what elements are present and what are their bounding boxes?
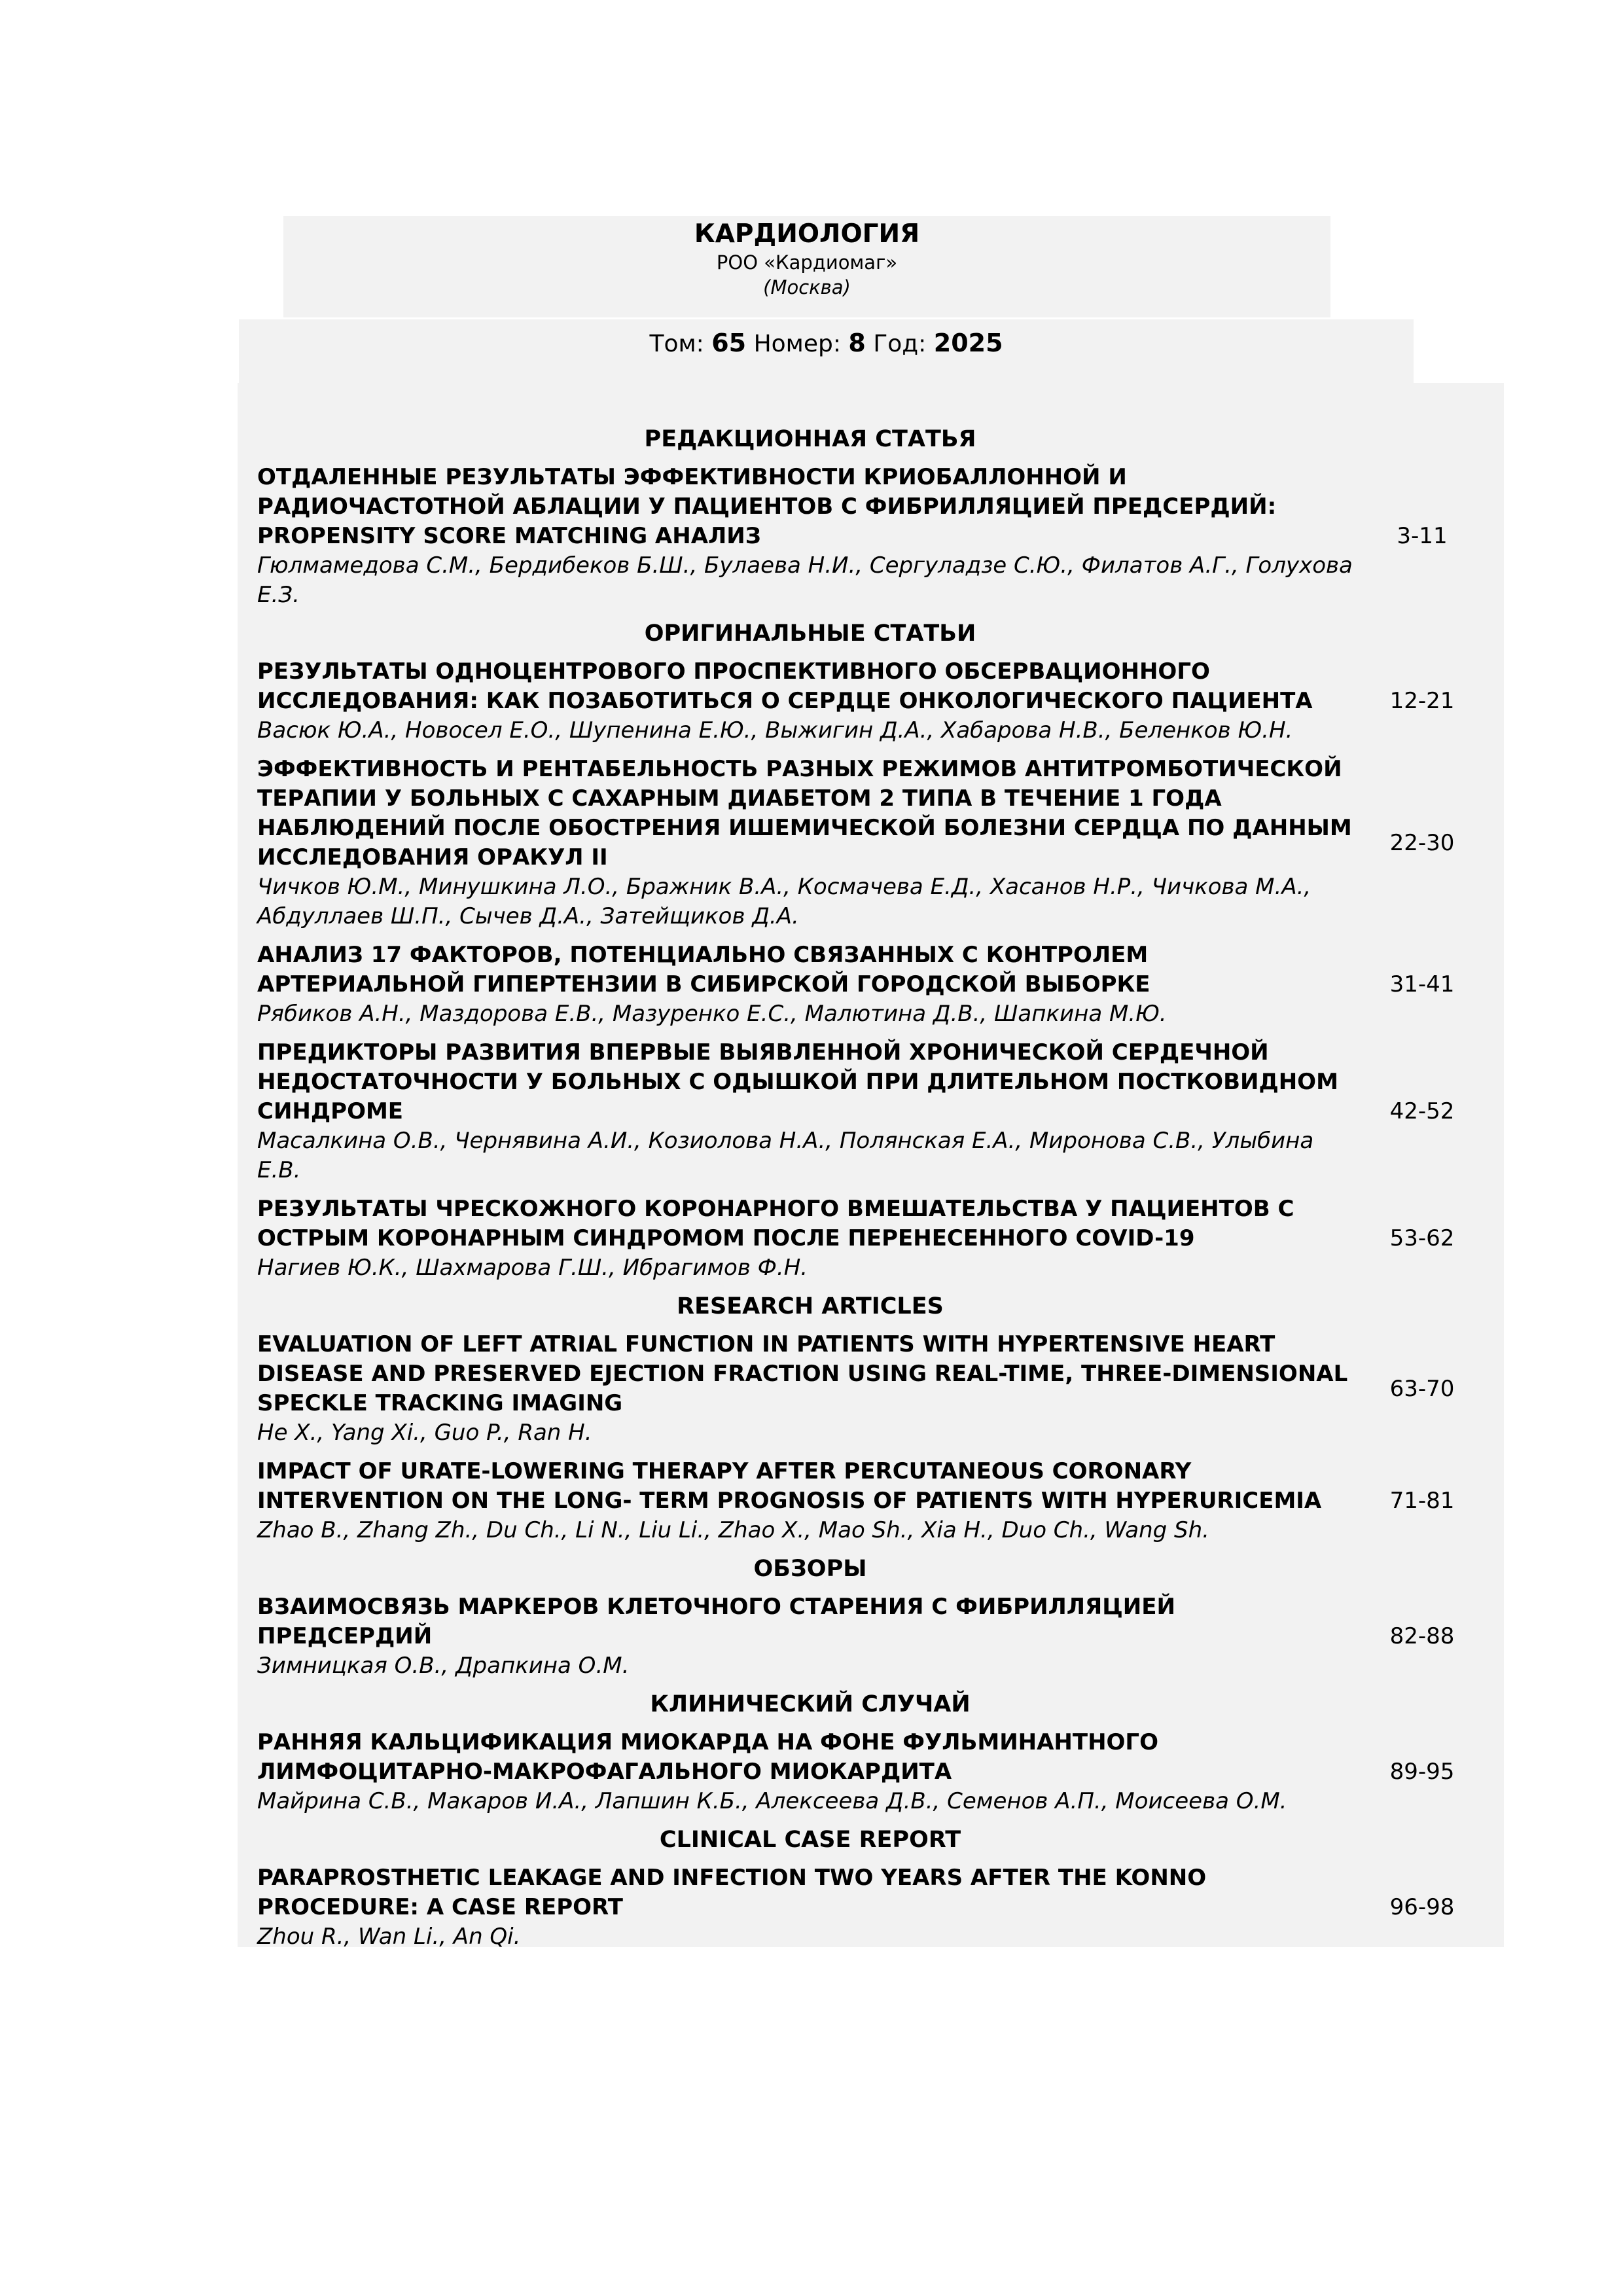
section-heading: КЛИНИЧЕСКИЙ СЛУЧАЙ (650, 1691, 971, 1717)
number-value: 8 (848, 329, 866, 357)
article-text (257, 657, 1357, 745)
article-entry[interactable] (257, 941, 1494, 1029)
article-title[interactable]: РЕЗУЛЬТАТЫ ОДНОЦЕНТРОВОГО ПРОСПЕКТИВНОГО ОБСЕРВАЦИОННОГО ИССЛЕДОВАНИЯ: КАК ПОЗАБОТИТЬСЯ О СЕРДЦЕ ОНКОЛОГИЧЕСКОГО ПАЦИЕНТА (257, 658, 1313, 714)
article-title[interactable]: ОТДАЛЕННЫЕ РЕЗУЛЬТАТЫ ЭФФЕКТИВНОСТИ КРИОБАЛЛОННОЙ И РАДИОЧАСТОТНОЙ АБЛАЦИИ У ПАЦИЕНТОВ С ФИБРИЛЛЯЦИЕЙ ПРЕДСЕРДИЙ: PROPENSITY SCORE MATCHING АНАЛИЗ (257, 464, 1277, 549)
article-title[interactable]: IMPACT OF URATE-LOWERING THERAPY AFTER PERCUTANEOUS CORONARY INTERVENTION ON THE LONG- TERM PROGNOSIS OF PATIENTS WITH HYPERURICEMIA (257, 1458, 1322, 1514)
volume-value: 65 (711, 329, 747, 357)
number-label: Номер: (753, 331, 841, 357)
section-heading: РЕДАКЦИОННАЯ СТАТЬЯ (644, 426, 976, 452)
article-authors: Майрина С.В., Макаров И.А., Лапшин К.Б., Алексеева Д.В., Семенов А.П., Моисеева О.М. (257, 1788, 1287, 1814)
article-pages: 22-30 (1389, 829, 1455, 856)
article-text (257, 1457, 1357, 1545)
article-pages: 31-41 (1389, 971, 1455, 997)
article-title[interactable]: РЕЗУЛЬТАТЫ ЧРЕСКОЖНОГО КОРОНАРНОГО ВМЕШАТЕЛЬСТВА У ПАЦИЕНТОВ С ОСТРЫМ КОРОНАРНЫМ СИНДРОМОМ ПОСЛЕ ПЕРЕНЕСЕННОГО COVID-19 (257, 1196, 1294, 1251)
article-authors: Чичков Ю.М., Минушкина Л.О., Бражник В.А., Космачева Е.Д., Хасанов Н.Р., Чичкова М.А., Абдуллаев Ш.П., Сычев Д.А., Затейщиков Д.А. (257, 874, 1311, 929)
article-authors: He X., Yang Xi., Guo P., Ran H. (257, 1420, 592, 1446)
year-label: Год: (873, 331, 927, 357)
article-pages: 3-11 (1397, 523, 1448, 549)
year-value: 2025 (933, 329, 1003, 357)
article-pages: 82-88 (1389, 1623, 1455, 1649)
article-text (257, 1863, 1357, 1952)
article-authors: Zhao B., Zhang Zh., Du Ch., Li N., Liu Li., Zhao X., Mao Sh., Xia H., Duo Ch., Wang Sh. (257, 1517, 1209, 1543)
article-title[interactable]: РАННЯЯ КАЛЬЦИФИКАЦИЯ МИОКАРДА НА ФОНЕ ФУЛЬМИНАНТНОГО ЛИМФОЦИТАРНО-МАКРОФАГАЛЬНОГО МИОКАРДИТА (257, 1729, 1158, 1785)
article-authors: Рябиков А.Н., Маздорова Е.В., Мазуренко Е.С., Малютина Д.В., Шапкина М.Ю. (257, 1001, 1167, 1027)
article-title[interactable]: ЭФФЕКТИВНОСТЬ И РЕНТАБЕЛЬНОСТЬ РАЗНЫХ РЕЖИМОВ АНТИТРОМБОТИЧЕСКОЙ ТЕРАПИИ У БОЛЬНЫХ С САХАРНЫМ ДИАБЕТОМ 2 ТИПА В ТЕЧЕНИЕ 1 ГОДА НАБЛЮДЕНИЙ ПОСЛЕ ОБОСТРЕНИЯ ИШЕМИЧЕСКОЙ БОЛЕЗНИ СЕРДЦА ПО ДАННЫМ ИССЛЕДОВАНИЯ ОРАКУЛ II (257, 756, 1352, 870)
article-text (257, 1330, 1357, 1448)
article-text (257, 463, 1357, 610)
article-text (257, 1038, 1357, 1185)
article-authors: Зимницкая О.В., Драпкина О.М. (257, 1653, 630, 1679)
article-pages: 63-70 (1389, 1375, 1455, 1402)
table-of-contents (238, 383, 1504, 1950)
article-pages: 89-95 (1389, 1759, 1455, 1785)
article-pages: 53-62 (1389, 1225, 1455, 1251)
article-entry[interactable] (257, 1194, 1494, 1283)
volume-label: Том: (649, 331, 704, 357)
article-text (257, 1194, 1357, 1283)
article-entry[interactable] (257, 657, 1494, 745)
article-authors: Васюк Ю.А., Новосел Е.О., Шупенина Е.Ю., Выжигин Д.А., Хабарова Н.В., Беленков Ю.Н. (257, 717, 1293, 744)
article-authors: Масалкина О.В., Чернявина А.И., Козиолова Н.А., Полянская Е.А., Миронова С.В., Улыбина Е.В. (257, 1128, 1314, 1183)
article-authors: Нагиев Ю.К., Шахмарова Г.Ш., Ибрагимов Ф.Н. (257, 1255, 808, 1281)
article-authors: Zhou R., Wan Li., An Qi. (257, 1924, 521, 1950)
toc-list (257, 422, 1494, 1961)
article-entry[interactable] (257, 463, 1494, 610)
article-text (257, 1728, 1357, 1816)
section-heading: ОРИГИНАЛЬНЫЕ СТАТЬИ (644, 620, 976, 647)
article-authors: Гюлмамедова С.М., Бердибеков Б.Ш., Булаева Н.И., Сергуладзе С.Ю., Филатов А.Г., Голухова Е.З. (257, 552, 1353, 608)
article-entry[interactable] (257, 1457, 1494, 1545)
article-pages: 71-81 (1389, 1488, 1455, 1514)
article-text (257, 755, 1357, 931)
section-heading: ОБЗОРЫ (753, 1556, 867, 1582)
article-entry[interactable] (257, 1728, 1494, 1816)
article-entry[interactable] (257, 1863, 1494, 1952)
article-entry[interactable] (257, 1592, 1494, 1681)
issue-line (239, 327, 1414, 360)
section-heading: CLINICAL CASE REPORT (659, 1827, 961, 1853)
article-title[interactable]: PARAPROSTHETIC LEAKAGE AND INFECTION TWO YEARS AFTER THE KONNO PROCEDURE: A CASE REPORT (257, 1865, 1207, 1920)
section-heading: RESEARCH ARTICLES (677, 1293, 944, 1319)
article-title[interactable]: ВЗАИМОСВЯЗЬ МАРКЕРОВ КЛЕТОЧНОГО СТАРЕНИЯ С ФИБРИЛЛЯЦИЕЙ ПРЕДСЕРДИЙ (257, 1594, 1175, 1649)
journal-header (283, 216, 1330, 317)
article-text (257, 941, 1357, 1029)
journal-title: КАРДИОЛОГИЯ (694, 219, 920, 249)
article-title[interactable]: АНАЛИЗ 17 ФАКТОРОВ, ПОТЕНЦИАЛЬНО СВЯЗАННЫХ С КОНТРОЛЕМ АРТЕРИАЛЬНОЙ ГИПЕРТЕНЗИИ В СИБИРСКОЙ ГОРОДСКОЙ ВЫБОРКЕ (257, 942, 1150, 997)
article-pages: 12-21 (1389, 688, 1455, 714)
publisher: РОО «Кардиомаг» (716, 251, 898, 274)
article-title[interactable]: ПРЕДИКТОРЫ РАЗВИТИЯ ВПЕРВЫЕ ВЫЯВЛЕННОЙ ХРОНИЧЕСКОЙ СЕРДЕЧНОЙ НЕДОСТАТОЧНОСТИ У БОЛЬНЫХ С ОДЫШКОЙ ПРИ ДЛИТЕЛЬНОМ ПОСТКОВИДНОМ СИНДРОМЕ (257, 1039, 1338, 1124)
article-entry[interactable] (257, 1038, 1494, 1185)
article-title[interactable]: EVALUATION OF LEFT ATRIAL FUNCTION IN PATIENTS WITH HYPERTENSIVE HEART DISEASE AND PRESERVED EJECTION FRACTION USING REAL-TIME, THREE-DIMENSIONAL SPECKLE TRACKING IMAGING (257, 1331, 1348, 1416)
city: (Москва) (763, 276, 851, 298)
article-entry[interactable] (257, 755, 1494, 931)
article-pages: 42-52 (1389, 1098, 1455, 1124)
issue-info (239, 319, 1414, 385)
article-text (257, 1592, 1357, 1681)
article-pages: 96-98 (1389, 1894, 1455, 1920)
article-entry[interactable] (257, 1330, 1494, 1448)
